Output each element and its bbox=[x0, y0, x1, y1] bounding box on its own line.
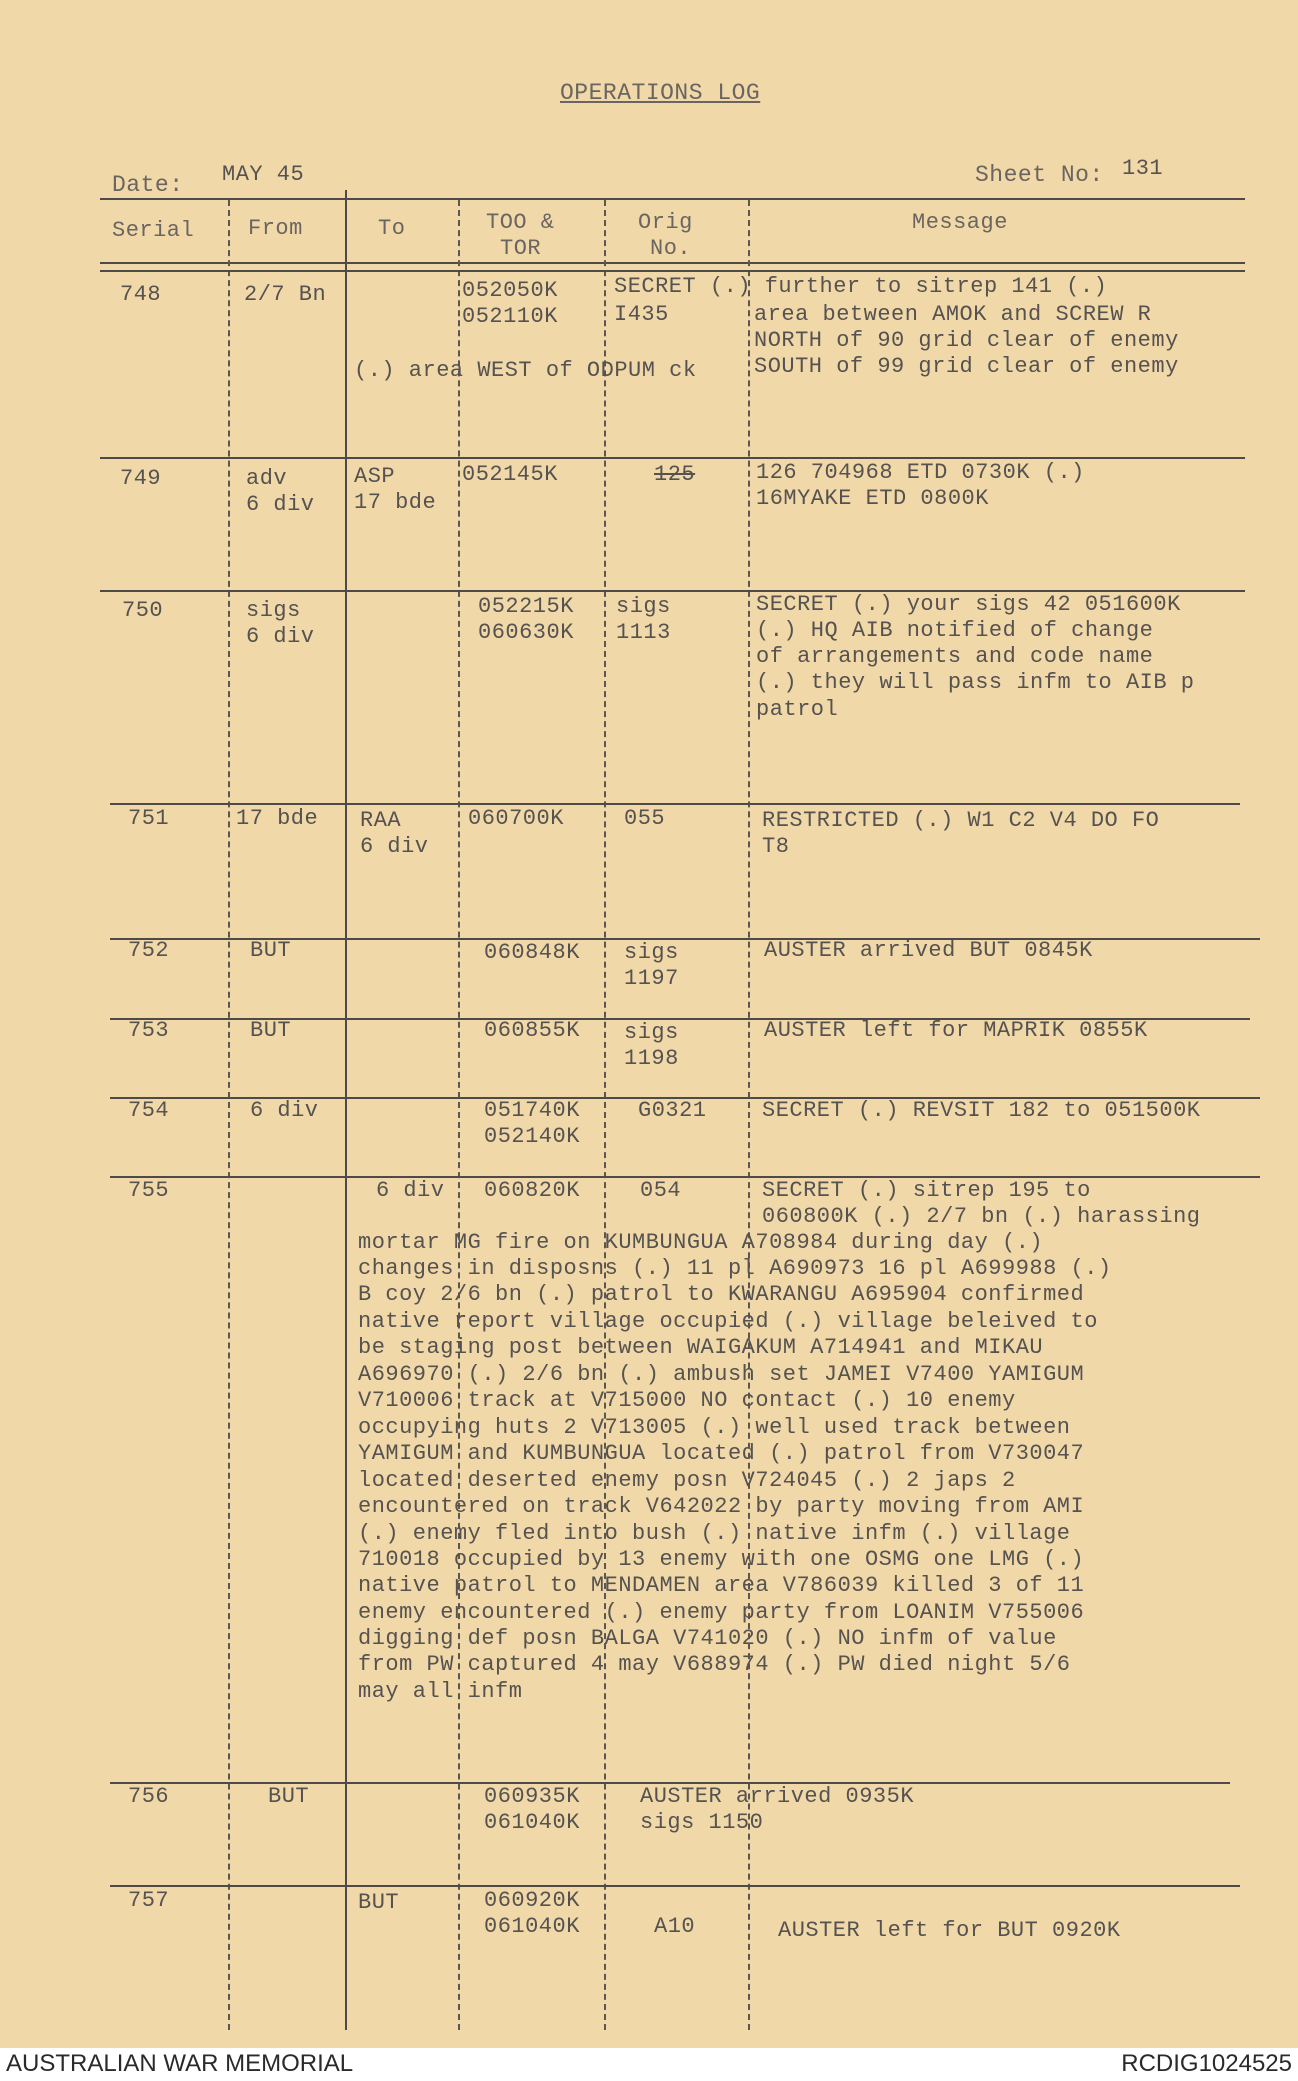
entry-to: BUT bbox=[358, 1890, 400, 1915]
entry-body-line: A696970 (.) 2/6 bn (.) ambush set JAMEI V7400 YAMIGUM bbox=[358, 1362, 1085, 1387]
sheet-label: Sheet No: bbox=[975, 162, 1104, 188]
entry-too: 060820K bbox=[484, 1178, 580, 1203]
footer-institution: AUSTRALIAN WAR MEMORIAL bbox=[6, 2050, 354, 2077]
entry-orig: 125 bbox=[654, 462, 696, 487]
entry-orig-no: 1197 bbox=[624, 966, 679, 991]
col-divider-4 bbox=[604, 200, 606, 2030]
footer-reference-id: RCDIG1024525 bbox=[1121, 2050, 1292, 2077]
entry-too: 060920K bbox=[484, 1888, 580, 1913]
entry-message-line: AUSTER arrived BUT 0845K bbox=[764, 938, 1093, 963]
entry-message-line: (.) HQ AIB notified of change bbox=[756, 618, 1154, 643]
entry-serial: 750 bbox=[122, 598, 164, 623]
entry-message-line: AUSTER left for BUT 0920K bbox=[778, 1918, 1121, 1943]
entry-from: adv bbox=[246, 466, 288, 491]
entry-from: 17 bde bbox=[236, 806, 319, 831]
col-divider-3 bbox=[458, 200, 460, 2030]
col-divider-2 bbox=[345, 190, 347, 2030]
entry-from: sigs bbox=[246, 598, 301, 623]
entry-message-line: 16MYAKE ETD 0800K bbox=[756, 486, 989, 511]
entry-to: RAA bbox=[360, 808, 402, 833]
entry-serial: 751 bbox=[128, 806, 170, 831]
entry-orig: AUSTER arrived 0935K bbox=[640, 1784, 915, 1809]
entry-extra: (.) area WEST of ODPUM ck bbox=[354, 358, 697, 383]
entry-orig: 055 bbox=[624, 806, 666, 831]
entry-body-line: mortar MG fire on KUMBUNGUA A708984 during day (.) bbox=[358, 1230, 1044, 1255]
entry-body-line: changes in disposns (.) 11 pl A690973 16 pl A699988 (.) bbox=[358, 1256, 1112, 1281]
entry-body-line: V710006 track at V715000 NO contact (.) 10 enemy bbox=[358, 1388, 1016, 1413]
entry-to: ASP bbox=[354, 464, 396, 489]
entry-body-line: from PW captured 4 may V688974 (.) PW died night 5/6 bbox=[358, 1652, 1071, 1677]
entry-orig: sigs bbox=[616, 594, 671, 619]
entry-too: 060700K bbox=[468, 806, 564, 831]
archive-footer bbox=[0, 2048, 1298, 2081]
entry-too: 060935K bbox=[484, 1784, 580, 1809]
entry-orig: A10 bbox=[654, 1914, 696, 1939]
row-rule bbox=[110, 803, 1240, 805]
entry-orig: sigs bbox=[624, 1020, 679, 1045]
entry-message-line: T8 bbox=[762, 834, 790, 859]
col-divider-5 bbox=[748, 200, 750, 2030]
header-bottom-rule bbox=[100, 262, 1245, 264]
entry-tor: 060630K bbox=[478, 620, 574, 645]
entry-serial: 749 bbox=[120, 466, 162, 491]
entry-body-line: native report village occupied (.) village beleived to bbox=[358, 1309, 1098, 1334]
entry-tor: 061040K bbox=[484, 1914, 580, 1939]
entry-message-line: NORTH of 90 grid clear of enemy bbox=[754, 328, 1179, 353]
date-value: MAY 45 bbox=[222, 162, 305, 187]
entry-to-2: 6 div bbox=[360, 834, 429, 859]
entry-from: 2/7 Bn bbox=[244, 282, 327, 307]
entry-body-line: 710018 occupied by 13 enemy with one OSMG one LMG (.) bbox=[358, 1547, 1085, 1572]
row-rule bbox=[100, 457, 1245, 459]
col-header-serial: Serial bbox=[112, 218, 195, 243]
entry-message-line: SOUTH of 99 grid clear of enemy bbox=[754, 354, 1179, 379]
entry-orig-no: 1198 bbox=[624, 1046, 679, 1071]
entry-body-line: YAMIGUM and KUMBUNGUA located (.) patrol from V730047 bbox=[358, 1441, 1085, 1466]
entry-body-line: enemy encountered (.) enemy party from LOANIM V755006 bbox=[358, 1600, 1085, 1625]
entry-message-line: area between AMOK and SCREW R bbox=[754, 302, 1152, 327]
entry-body-line: (.) enemy fled into bush (.) native infm (.) village bbox=[358, 1521, 1071, 1546]
entry-tor: 052140K bbox=[484, 1124, 580, 1149]
sheet-value: 131 bbox=[1122, 156, 1164, 181]
entry-serial: 753 bbox=[128, 1018, 170, 1043]
entry-message-line: patrol bbox=[756, 697, 839, 722]
entry-to-2: 17 bde bbox=[354, 490, 437, 515]
col-header-to: To bbox=[378, 216, 406, 241]
entry-too: 052215K bbox=[478, 594, 574, 619]
entry-tor: 052110K bbox=[462, 304, 558, 329]
entry-body-line: digging def posn BALGA V741020 (.) NO infm of value bbox=[358, 1626, 1057, 1651]
entry-too: 060848K bbox=[484, 940, 580, 965]
entry-from-2: 6 div bbox=[246, 492, 315, 517]
col-header-no: No. bbox=[650, 236, 692, 261]
col-header-too: TOO & bbox=[486, 210, 555, 235]
entry-body-line: located deserted enemy posn V724045 (.) 2 japs 2 bbox=[358, 1468, 1016, 1493]
document-title: OPERATIONS LOG bbox=[560, 80, 761, 106]
entry-message-line: SECRET (.) sitrep 195 to bbox=[762, 1178, 1091, 1203]
entry-orig: sigs bbox=[624, 940, 679, 965]
entry-body-line: B coy 2/6 bn (.) patrol to KWARANGU A695904 confirmed bbox=[358, 1282, 1085, 1307]
entry-too: 052145K bbox=[462, 462, 558, 487]
entry-orig: SECRET (.) further to sitrep 141 (.) bbox=[614, 274, 1108, 299]
entry-serial: 752 bbox=[128, 938, 170, 963]
col-header-message: Message bbox=[912, 210, 1008, 235]
entry-serial: 756 bbox=[128, 1784, 170, 1809]
entry-to: 6 div bbox=[376, 1178, 445, 1203]
entry-body-line: may all infm bbox=[358, 1679, 523, 1704]
entry-body-line: occupying huts 2 V713005 (.) well used track between bbox=[358, 1415, 1071, 1440]
row-rule bbox=[100, 270, 1245, 272]
entry-message-line: 060800K (.) 2/7 bn (.) harassing bbox=[762, 1204, 1201, 1229]
entry-message-line: SECRET (.) REVSIT 182 to 051500K bbox=[762, 1098, 1201, 1123]
date-label: Date: bbox=[112, 172, 184, 198]
entry-message-line: 126 704968 ETD 0730K (.) bbox=[756, 460, 1085, 485]
entry-too: 060855K bbox=[484, 1018, 580, 1043]
entry-tor: 061040K bbox=[484, 1810, 580, 1835]
entry-body-line: encountered on track V642022 by party moving from AMI bbox=[358, 1494, 1085, 1519]
entry-message-line: (.) they will pass infm to AIB p bbox=[756, 670, 1195, 695]
col-divider-1 bbox=[228, 200, 230, 2030]
entry-orig-no: 1113 bbox=[616, 620, 671, 645]
header-top-rule bbox=[100, 198, 1245, 200]
entry-body-line: be staging post between WAIGAKUM A714941 and MIKAU bbox=[358, 1335, 1044, 1360]
entry-orig: G0321 bbox=[638, 1098, 707, 1123]
entry-message-line: SECRET (.) your sigs 42 051600K bbox=[756, 592, 1181, 617]
entry-from: BUT bbox=[250, 1018, 292, 1043]
entry-body-line: native patrol to MENDAMEN area V786039 killed 3 of 11 bbox=[358, 1573, 1085, 1598]
row-rule bbox=[110, 1885, 1240, 1887]
entry-orig: 054 bbox=[640, 1178, 682, 1203]
entry-too: 051740K bbox=[484, 1098, 580, 1123]
entry-from: 6 div bbox=[250, 1098, 319, 1123]
entry-serial: 754 bbox=[128, 1098, 170, 1123]
entry-from-2: 6 div bbox=[246, 624, 315, 649]
col-header-tor: TOR bbox=[500, 236, 542, 261]
entry-serial: 748 bbox=[120, 282, 162, 307]
entry-too: 052050K bbox=[462, 278, 558, 303]
entry-from: BUT bbox=[268, 1784, 310, 1809]
entry-serial: 755 bbox=[128, 1178, 170, 1203]
entry-orig-no: I435 bbox=[614, 302, 669, 327]
col-header-orig: Orig bbox=[638, 210, 693, 235]
entry-message-line: AUSTER left for MAPRIK 0855K bbox=[764, 1018, 1148, 1043]
entry-serial: 757 bbox=[128, 1888, 170, 1913]
entry-message-line: RESTRICTED (.) W1 C2 V4 DO FO bbox=[762, 808, 1160, 833]
entry-message-line: of arrangements and code name bbox=[756, 644, 1154, 669]
entry-orig-no: sigs 1150 bbox=[640, 1810, 764, 1835]
col-header-from: From bbox=[248, 216, 303, 241]
entry-from: BUT bbox=[250, 938, 292, 963]
